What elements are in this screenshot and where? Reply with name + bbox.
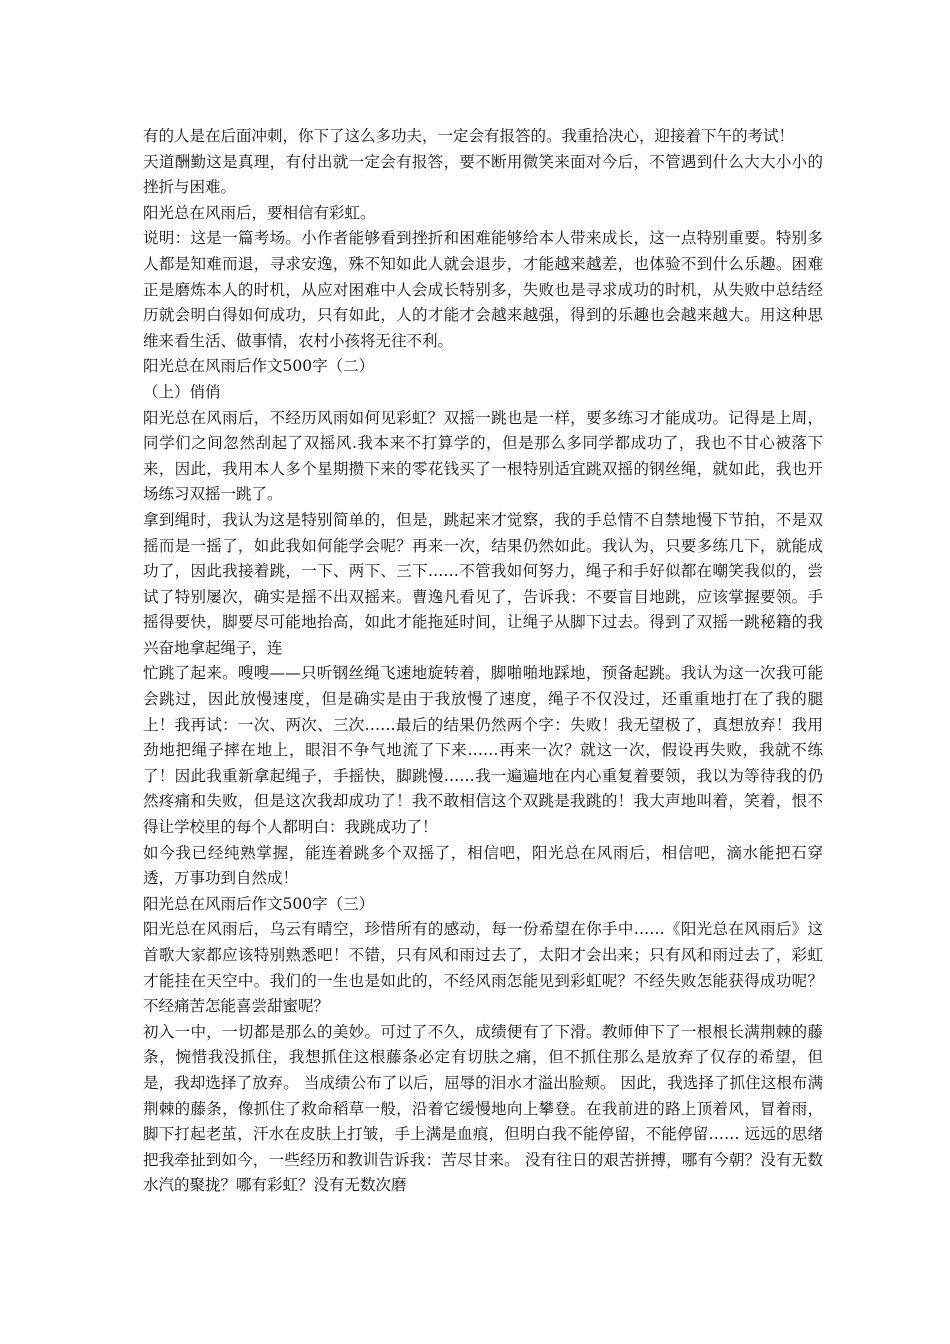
document-page — [143, 124, 823, 1199]
paragraph-7: 忙跳了起来。嗖嗖——只听钢丝绳飞速地旋转着，脚啪啪地踩地，预备起跳。我认为这一次我可能会跳过，因此放慢速度，但是确实是由于我放慢了速度，绳子不仅没过，还重重地打在了我的腿上！我再试：一次、两次、三次……最后的结果仍然两个字：失败！我无望极了，真想放弃！我用劲地把绳子摔在地上，眼泪不争气地流了下来……再来一次？就这一次，假设再失败，我就不练了！因此我重新拿起绳子，手摇快，脚跳慢……我一遍遍地在内心重复着要领，我以为等待我的仍然疼痛和失败，但是这次我却成功了！我不敢相信这个双跳是我跳的！我大声地叫着，笑着，恨不得让学校里的每个人都明白：我跳成功了！ — [143, 664, 823, 837]
paragraph-6: 拿到绳时，我认为这是特别简单的，但是，跳起来才觉察，我的手总情不自禁地慢下节拍，不是双摇而是一摇了，如此我如何能学会呢？再来一次，结果仍然如此。我认为，只要多练几下，就能成功了，因此我接着跳，一下、两下、三下……不管我如何努力，绳子和手好似都在嘲笑我似的，尝试了特别屡次，确实是摇不出双摇来。曹逸凡看见了，告诉我：不要盲目地跳，应该掌握要领。手摇得要快，脚要尽可能地抬高，如此才能拖延时间，让绳子从脚下过去。得到了双摇一跳秘籍的我兴奋地拿起绳子，连 — [143, 510, 823, 657]
section-heading-2: 阳光总在风雨后作文500字（二） — [143, 357, 375, 376]
section-heading-3: 阳光总在风雨后作文500字（三） — [143, 894, 375, 913]
paragraph-5: 阳光总在风雨后，不经历风雨如何见彩虹？双摇一跳也是一样，要多练习才能成功。记得是上周，同学们之间忽然刮起了双摇风.我本来不打算学的，但是那么多同学都成功了，我也不甘心被落下来，因此，我用本人多个星期攒下来的零花钱买了一根特别适宜跳双摇的钢丝绳，就如此，我也开场练习双摇一跳了。 — [143, 408, 823, 504]
paragraph-3: 阳光总在风雨后，要相信有彩虹。 — [143, 203, 376, 222]
paragraph-2: 天道酬勤这是真理，有付出就一定会有报答，要不断用微笑来面对今后，不管遇到什么大大小小的挫折与困难。 — [143, 152, 823, 197]
paragraph-9: 阳光总在风雨后，乌云有晴空，珍惜所有的感动，每一份希望在你手中……《阳光总在风雨后》这首歌大家都应该特别熟悉吧！不错，只有风和雨过去了，太阳才会出来；只有风和雨过去了，彩虹才能挂在天空中。我们的一生也是如此的，不经风雨怎能见到彩虹呢？不经失败怎能获得成功呢？不经痛苦怎能喜尝甜蜜呢？ — [143, 920, 823, 1016]
paragraph-8: 如今我已经纯熟掌握，能连着跳多个双摇了，相信吧，阳光总在风雨后，相信吧，滴水能把石穿透，万事功到自然成！ — [143, 843, 823, 888]
author-line: （上）俏俏 — [143, 382, 221, 401]
paragraph-4: 说明：这是一篇考场。小作者能够看到挫折和困难能够给本人带来成长，这一点特别重要。特别多人都是知难而退，寻求安逸，殊不知如此人就会退步，才能越来越差，也体验不到什么乐趣。困难正是磨炼本人的时机，从应对困难中人会成长特别多，失败也是寻求成功的时机，从失败中总结经历就会明白得如何成功，只有如此，人的才能才会越来越强，得到的乐趣也会越来越大。用这种思维来看生活、做事情，农村小孩将无往不利。 — [143, 229, 823, 350]
paragraph-1: 有的人是在后面冲刺，你下了这么多功夫，一定会有报答的。我重拾决心，迎接着下午的考试！ — [143, 127, 795, 145]
paragraph-10: 初入一中，一切都是那么的美妙。可过了不久，成绩便有了下滑。教师伸下了一根根长满荆棘的藤条，惋惜我没抓住，我想抓住这根藤条必定有切肤之痛，但不抓住那么是放弃了仅存的希望，但是，我却选择了放弃。 当成绩公布了以后，屈辱的泪水才溢出脸颊。 因此，我选择了抓住这根布满荆棘的藤条，像抓住了救命稻草一般，沿着它缓慢地向上攀登。在我前进的路上顶着风，冒着雨，脚下打起老茧，汗水在皮肤上打皱，手上满是血痕，但明白我不能停留，不能停留…… 远远的思绪把我牵扯到如今，一些经历和教训告诉我：苦尽甘来。 没有往日的艰苦拼搏，哪有今朝？没有无数水汽的聚拢？哪有彩虹？没有无数次磨 — [143, 1022, 823, 1195]
